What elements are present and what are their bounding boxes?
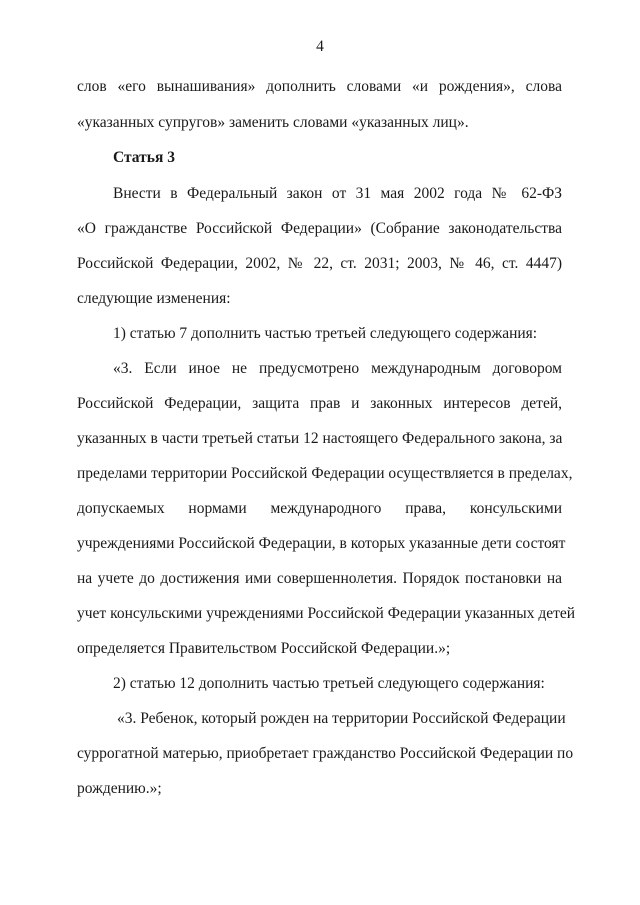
quote-line: определяется Правительством Российской Федерации.»; xyxy=(77,640,451,657)
paragraph-line: следующие изменения: xyxy=(77,290,231,307)
paragraph-line: Внести в Федеральный закон от 31 мая 2002 года № 62-ФЗ xyxy=(113,185,562,202)
quote-line: учет консульскими учреждениями Российской Федерации указанных детей xyxy=(77,605,576,622)
quote-line: «3. Если иное не предусмотрено международным договором xyxy=(113,360,562,377)
list-item: 1) статью 7 дополнить частью третьей следующего содержания: xyxy=(113,325,538,342)
quote-line: Российской Федерации, защита прав и законных интересов детей, xyxy=(77,395,562,412)
paragraph-line: слов «его вынашивания» дополнить словами «и рождения», слова xyxy=(77,78,562,95)
paragraph-line: «О гражданстве Российской Федерации» (Собрание законодательства xyxy=(77,220,562,237)
quote-line: рождению.»; xyxy=(77,780,162,797)
quote-line: учреждениями Российской Федерации, в которых указанные дети состоят xyxy=(77,535,566,552)
quote-line: допускаемых нормами международного права, консульскими xyxy=(77,500,562,517)
article-heading: Статья 3 xyxy=(113,149,175,166)
quote-line: на учете до достижения ими совершеннолетия. Порядок постановки на xyxy=(77,570,562,587)
quote-line: пределами территории Российской Федерации осуществляется в пределах, xyxy=(77,465,573,482)
paragraph-line: «указанных супругов» заменить словами «указанных лиц». xyxy=(77,114,469,131)
page-number: 4 xyxy=(316,38,324,55)
list-item: 2) статью 12 дополнить частью третьей следующего содержания: xyxy=(113,675,545,692)
quote-line: указанных в части третьей статьи 12 настоящего Федерального закона, за xyxy=(77,430,563,447)
quote-line: «3. Ребенок, который рожден на территории Российской Федерации xyxy=(117,710,566,727)
paragraph-line: Российской Федерации, 2002, № 22, ст. 2031; 2003, № 46, ст. 4447) xyxy=(77,255,562,272)
quote-line: суррогатной матерью, приобретает гражданство Российской Федерации по xyxy=(77,745,574,762)
